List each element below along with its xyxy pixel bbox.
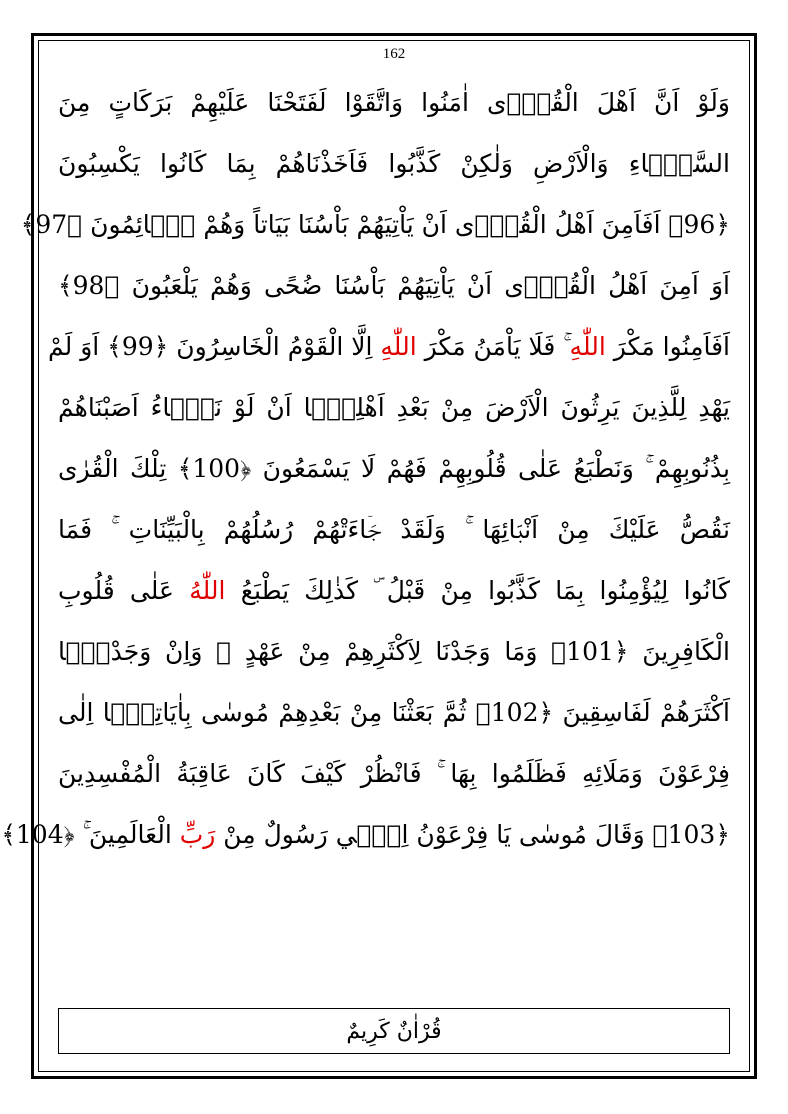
- verse-text: ۚ فَلَا يَاْمَنُ مَكْرَ: [416, 332, 570, 361]
- text-line: [58, 72, 730, 133]
- verse-text: ﴿96﴾ اَفَاَمِنَ اَهْلُ الْقُرٰۤى اَنْ يَاْتِيَهُمْ بَاْسُنَا بَيَاتاً وَهُمْ نَۤائِمُونَ ﴿97﴾: [20, 210, 730, 239]
- text-line: [58, 682, 730, 743]
- divine-name-highlight: اللّٰهُ: [189, 576, 226, 605]
- verse-text: ﴿103﴾ وَقَالَ مُوسٰى يَا فِرْعَوْنُ اِنّ۪ي رَسُولٌ مِنْ: [215, 820, 730, 849]
- verse-text: اِلَّا الْقَوْمُ الْخَاسِرُونَ ﴿99﴾ اَوَ لَمْ: [48, 332, 381, 361]
- text-line: [58, 438, 730, 499]
- verse-text: اَوَ اَمِنَ اَهْلُ الْقُرٰۤى اَنْ يَاْتِيَهُمْ بَاْسُنَا ضُحًى وَهُمْ يَلْعَبُونَ ﴿98﴾: [58, 271, 730, 300]
- verse-text: اَكْثَرَهُمْ لَفَاسِقِينَ ﴿102﴾ ثُمَّ بَعَثْنَا مِنْ بَعْدِهِمْ مُوسٰى بِاٰيَاتِنَۤا اِلٰى: [58, 698, 730, 727]
- verse-text: السَّمَۤاءِ وَالْاَرْضِ وَلٰكِنْ كَذَّبُوا فَاَخَذْنَاهُمْ بِمَا كَانُوا يَكْسِبُونَ: [58, 149, 730, 178]
- text-line: [58, 377, 730, 438]
- verse-text: كَانُوا لِيُؤْمِنُوا بِمَا كَذَّبُوا مِنْ قَبْلُ ۜ كَذٰلِكَ يَطْبَعُ: [225, 576, 730, 605]
- quran-text-block: [1, 72, 731, 865]
- divine-name-highlight: اللّٰهِ: [569, 332, 606, 361]
- verse-text: فِرْعَوْنَ وَمَلَائِهِ فَظَلَمُوا بِهَا ۚ فَانْظُرْ كَيْفَ كَانَ عَاقِبَةُ الْمُفْسِدِينَ: [58, 759, 730, 788]
- text-line: [58, 560, 730, 621]
- text-line: [20, 194, 730, 255]
- text-line: [58, 743, 730, 804]
- verse-text: بِذُنُوبِهِمْ ۚ وَنَطْبَعُ عَلٰى قُلُوبِهِمْ فَهُمْ لَا يَسْمَعُونَ ﴿100﴾ تِلْكَ الْقُرٰى: [58, 454, 731, 483]
- text-line: [58, 255, 730, 316]
- text-line: [58, 621, 730, 682]
- text-line: [58, 133, 730, 194]
- text-line: [48, 316, 730, 377]
- divine-name-highlight: اللّٰهِ: [380, 332, 417, 361]
- verse-text: الْكَافِرِينَ ﴿101﴾ وَمَا وَجَدْنَا لِاَكْثَرِهِمْ مِنْ عَهْدٍ ۚ وَاِنْ وَجَدْنَۤا: [58, 637, 730, 666]
- page-number: 162: [382, 46, 406, 62]
- divine-name-highlight: رَبِّ: [179, 820, 216, 849]
- verse-text: يَهْدِ لِلَّذِينَ يَرِثُونَ الْاَرْضَ مِنْ بَعْدِ اَهْلِهَۤا اَنْ لَوْ نَشَۤاءُ اَصَبْنَاهُمْ: [58, 393, 731, 422]
- verse-text: الْعَالَمِينَ ۚ ﴿104﴾: [1, 820, 180, 849]
- footer-box: [58, 1008, 730, 1054]
- verse-text: نَقُصُّ عَلَيْكَ مِنْ اَنْبَۤائِهَا ۚ وَلَقَدْ جَۤاءَتْهُمْ رُسُلُهُمْ بِالْبَيِّنَاتِ ۚ فَمَا: [58, 515, 730, 544]
- text-line: [1, 804, 730, 865]
- footer-text: قُرْاٰنٌ كَرِيمٌ: [346, 1018, 442, 1044]
- verse-text: وَلَوْ اَنَّ اَهْلَ الْقُرٰۤى اٰمَنُوا وَاتَّقَوْا لَفَتَحْنَا عَلَيْهِمْ بَرَكَاتٍ مِنَ: [58, 88, 730, 117]
- verse-text: اَفَاَمِنُوا مَكْرَ: [605, 332, 730, 361]
- verse-text: عَلٰى قُلُوبِ: [58, 576, 190, 605]
- text-line: [58, 499, 730, 560]
